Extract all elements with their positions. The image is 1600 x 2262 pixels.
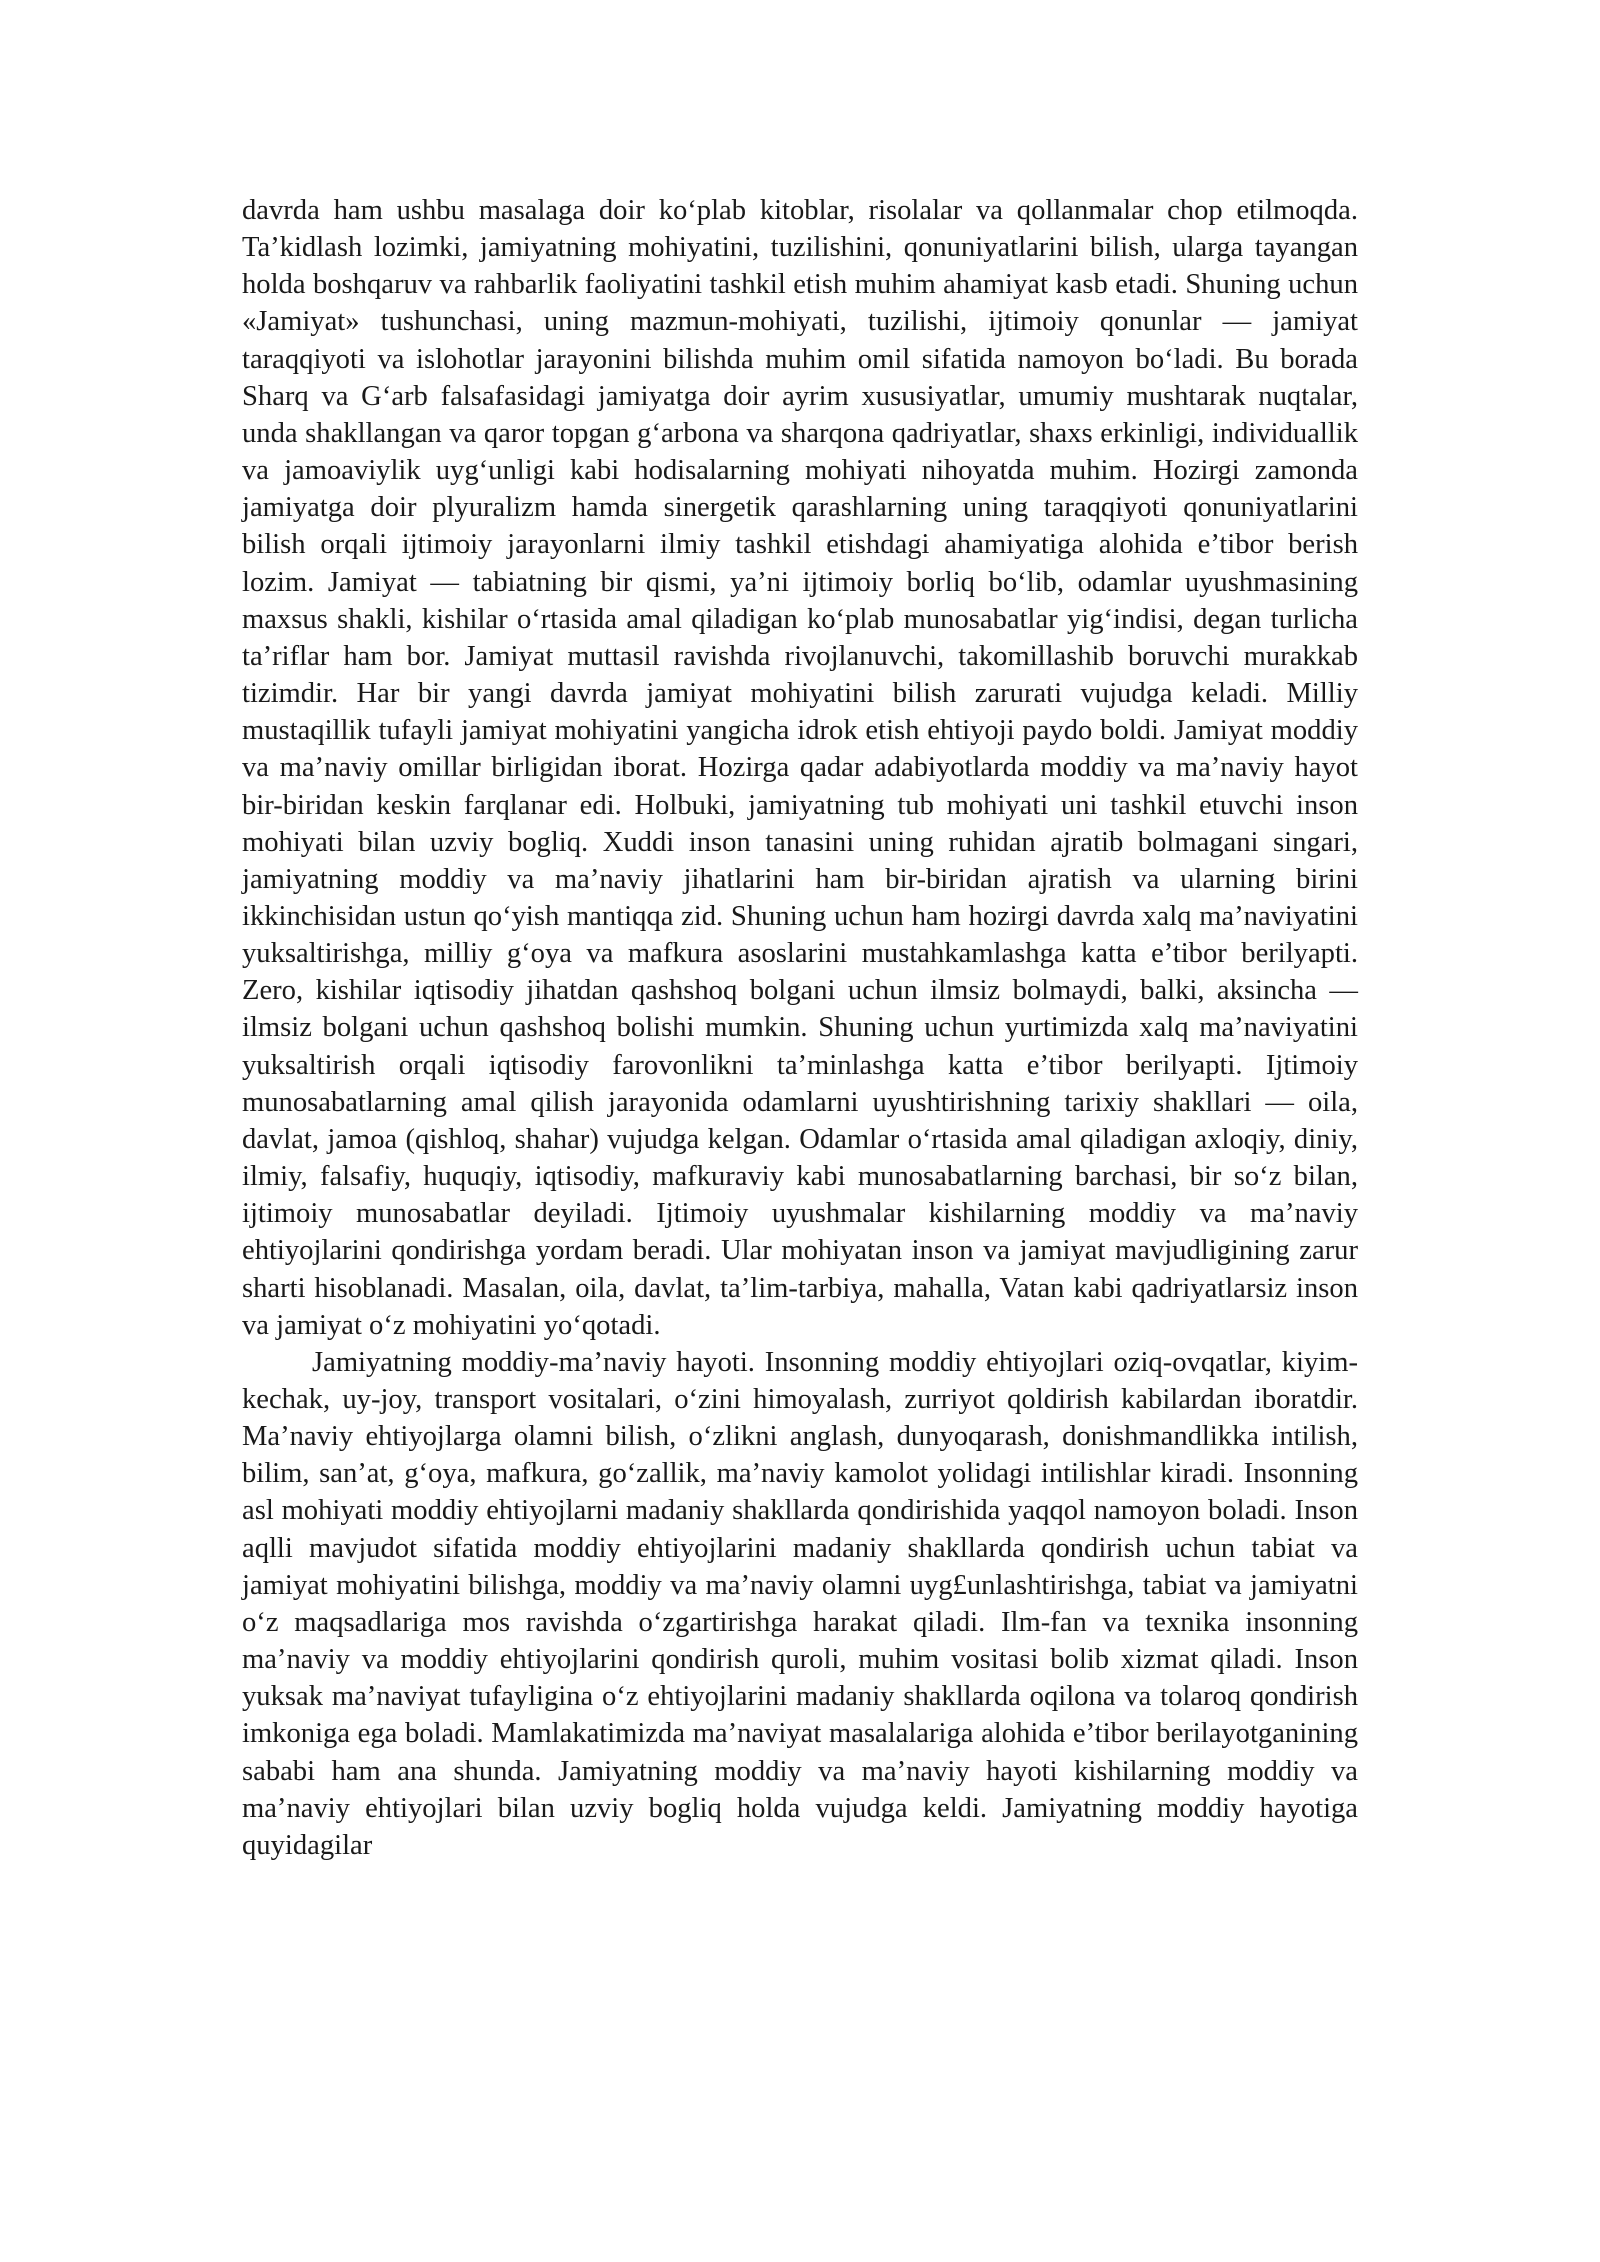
paragraph-2: Jamiyatning moddiy-ma’naviy hayoti. Insonning moddiy ehtiyojlari oziq-ovqatlar, kiyim-kechak, uy-joy, transport vositalari, o‘zini himoyalash, zurriyot qoldirish kabilardan iboratdir. Ma’naviy ehtiyojlarga olamni bilish, o‘zlikni anglash, dunyoqarash, donishmandlikka intilish, bilim, san’at, g‘oya, mafkura, go‘zallik, ma’naviy kamolot yolidagi intilishlar kiradi. Insonning asl mohiyati moddiy ehtiyojlarni madaniy shakllarda qondirishida yaqqol namoyon boladi. Inson aqlli mavjudot sifatida moddiy ehtiyojlarini madaniy shakllarda qondirish uchun tabiat va jamiyat mohiyatini bilishga, moddiy va ma’naviy olamni uyg£unlashtirishga, tabiat va jamiyatni o‘z maqsadlariga mos ravishda o‘zgartirishga harakat qiladi. Ilm-fan va texnika insonning ma’naviy va moddiy ehtiyojlarini qondirish quroli, muhim vositasi bolib xizmat qiladi. Inson yuksak ma’naviyat tufayligina o‘z ehtiyojlarini madaniy shakllarda oqilona va tolaroq qondirish imkoniga ega boladi. Mamlakatimizda ma’naviyat masalalariga alohida e’tibor berilayotganining sababi ham ana shunda. Jamiyatning moddiy va ma’naviy hayoti kishilarning moddiy va ma’naviy ehtiyojlari bilan uzviy bogliq holda vujudga keldi. Jamiyatning moddiy hayotiga quyidagilar <box>242 1346 1358 1861</box>
paragraph-1: davrda ham ushbu masalaga doir ko‘plab kitoblar, risolalar va qollanmalar chop etilmoqda. Ta’kidlash lozimki, jamiyatning mohiyatini, tuzilishini, qonuniyatlarini bilish, ularga tayangan holda boshqaruv va rahbarlik faoliyatini tashkil etish muhim ahamiyat kasb etadi. Shuning uchun «Jamiyat» tushunchasi, uning mazmun-mohiyati, tuzilishi, ijtimoiy qonunlar — jamiyat taraqqiyoti va islohotlar jarayonini bilishda muhim omil sifatida namoyon bo‘ladi. Bu borada Sharq va G‘arb falsafasidagi jamiyatga doir ayrim xususiyatlar, umumiy mushtarak nuqtalar, unda shakllangan va qaror topgan g‘arbona va sharqona qadriyatlar, shaxs erkinligi, individuallik va jamoaviylik uyg‘unligi kabi hodisalarning mohiyati nihoyatda muhim. Hozirgi zamonda jamiyatga doir plyuralizm hamda sinergetik qarashlarning uning taraqqiyoti qonuniyatlarini bilish orqali ijtimoiy jarayonlarni ilmiy tashkil etishdagi ahamiyatiga alohida e’tibor berish lozim. Jamiyat — tabiatning bir qismi, ya’ni ijtimoiy borliq bo‘lib, odamlar uyushmasining maxsus shakli, kishilar o‘rtasida amal qiladigan ko‘plab munosabatlar yig‘indisi, degan turlicha ta’riflar ham bor. Jamiyat muttasil ravishda rivojlanuvchi, takomillashib boruvchi murakkab tizimdir. Har bir yangi davrda jamiyat mohiyatini bilish zarurati vujudga keladi. Milliy mustaqillik tufayli jamiyat mohiyatini yangicha idrok etish ehtiyoji paydo boldi. Jamiyat moddiy va ma’naviy omillar birligidan iborat. Hozirga qadar adabiyotlarda moddiy va ma’naviy hayot bir-biridan keskin farqlanar edi. Holbuki, jamiyatning tub mohiyati uni tashkil etuvchi inson mohiyati bilan uzviy bogliq. Xuddi inson tanasini uning ruhidan ajratib bolmagani singari, jamiyatning moddiy va ma’naviy jihatlarini ham bir-biridan ajratish va ularning birini ikkinchisidan ustun qo‘yish mantiqqa zid. Shuning uchun ham hozirgi davrda xalq ma’naviyatini yuksaltirishga, milliy g‘oya va mafkura asoslarini mustahkamlashga katta e’tibor berilyapti. Zero, kishilar iqtisodiy jihatdan qashshoq bolgani uchun ilmsiz bolmaydi, balki, aksincha — ilmsiz bolgani uchun qashshoq bolishi mumkin. Shuning uchun yurtimizda xalq ma’naviyatini yuksaltirish orqali iqtisodiy farovonlikni ta’minlashga katta e’tibor berilyapti. Ijtimoiy munosabatlarning amal qilish jarayonida odamlarni uyushtirishning tarixiy shakllari — oila, davlat, jamoa (qishloq, shahar) vujudga kelgan. Odamlar o‘rtasida amal qiladigan axloqiy, diniy, ilmiy, falsafiy, huquqiy, iqtisodiy, mafkuraviy kabi munosabatlarning barchasi, bir so‘z bilan, ijtimoiy munosabatlar deyiladi. Ijtimoiy uyushmalar kishilarning moddiy va ma’naviy ehtiyojlarini qondirishga yordam beradi. Ular mohiyatan inson va jamiyat mavjudligining zarur sharti hisoblanadi. Masalan, oila, davlat, ta’lim-tarbiya, mahalla, Vatan kabi qadriyatlarsiz inson va jamiyat o‘z mohiyatini yo‘qotadi. <box>242 195 1358 1341</box>
body-text <box>242 192 1358 1864</box>
